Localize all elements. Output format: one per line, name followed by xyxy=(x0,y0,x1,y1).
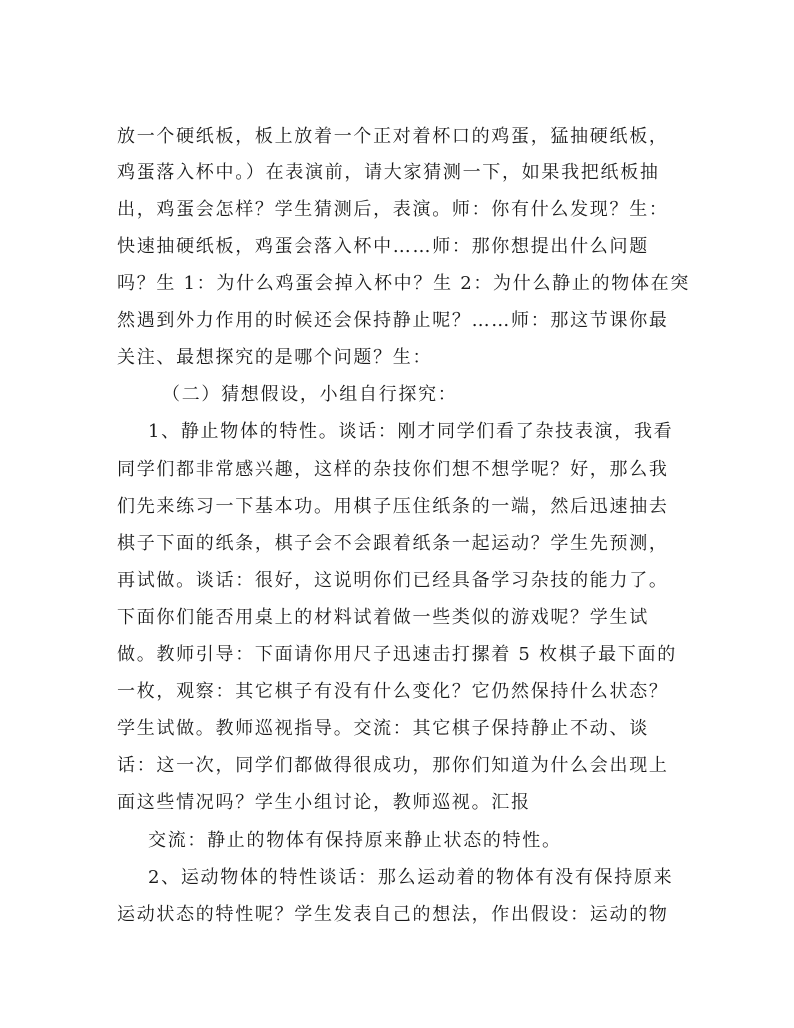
text-line: 学生试做。教师巡视指导。交流：其它棋子保持静止不动、谈 xyxy=(117,718,649,739)
paragraph-start: 交流：静止的物体有保持原来静止状态的特性。 xyxy=(148,830,562,851)
text-line: 吗？生 1：为什么鸡蛋会掉入杯中？生 2：为什么静止的物体在突 xyxy=(117,273,691,294)
text-line: 下面你们能否用桌上的材料试着做一些类似的游戏呢？学生试 xyxy=(117,607,649,628)
paragraph-start: 2、运动物体的特性谈话：那么运动着的物体有没有保持原来 xyxy=(148,867,674,888)
text-line: 运动状态的特性呢？学生发表自己的想法，作出假设：运动的物 xyxy=(117,904,669,925)
text-line: 面这些情况吗？学生小组讨论，教师巡视。汇报 xyxy=(117,792,531,813)
text-line: 鸡蛋落入杯中。）在表演前，请大家猜测一下，如果我把纸板抽 xyxy=(117,162,660,183)
text-line: 同学们都非常感兴趣，这样的杂技你们想不想学呢？好，那么我 xyxy=(117,459,669,480)
text-line: 话：这一次，同学们都做得很成功，那你们知道为什么会出现上 xyxy=(117,755,669,776)
text-line: 做。教师引导：下面请你用尺子迅速击打摞着 5 枚棋子最下面的 xyxy=(117,644,677,665)
paragraph-start: 1、静止物体的特性。谈话：刚才同学们看了杂技表演，我看 xyxy=(148,421,674,442)
text-line: 棋子下面的纸条，棋子会不会跟着纸条一起运动？学生先预测， xyxy=(117,533,669,554)
text-line: 快速抽硬纸板，鸡蛋会落入杯中……师：那你想提出什么问题 xyxy=(117,236,649,257)
text-line: 出，鸡蛋会怎样？学生猜测后，表演。师：你有什么发现？生： xyxy=(117,199,669,220)
text-line: 放一个硬纸板，板上放着一个正对着杯口的鸡蛋，猛抽硬纸板， xyxy=(117,126,669,147)
text-line: 然遇到外力作用的时候还会保持静止呢？……师：那这节课你最 xyxy=(117,310,669,331)
text-line: 一枚，观察：其它棋子有没有什么变化？它仍然保持什么状态？ xyxy=(117,681,669,702)
section-heading: （二）猜想假设，小组自行探究： xyxy=(162,384,458,405)
text-line: 再试做。谈话：很好，这说明你们已经具备学习杂技的能力了。 xyxy=(117,570,669,591)
text-line: 们先来练习一下基本功。用棋子压住纸条的一端，然后迅速抽去 xyxy=(117,496,669,517)
text-line: 关注、最想探究的是哪个问题？生： xyxy=(117,347,433,368)
